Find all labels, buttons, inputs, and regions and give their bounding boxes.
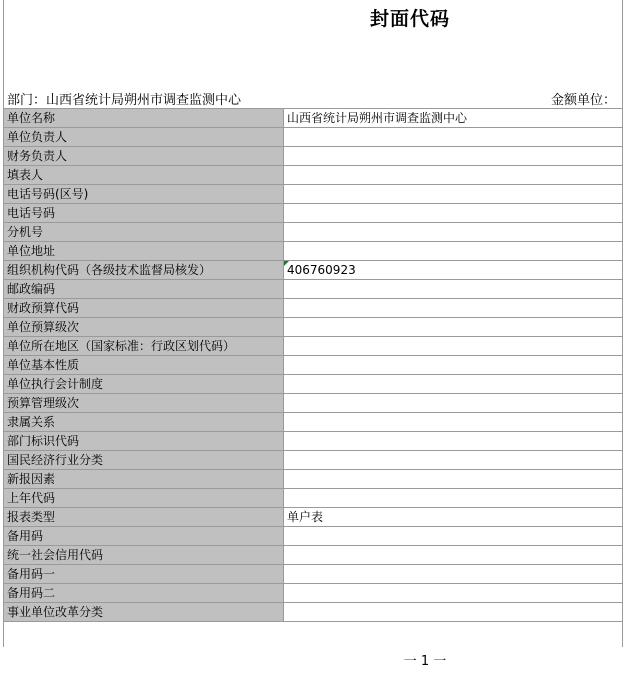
field-value-cell[interactable]	[284, 337, 623, 356]
table-row	[4, 204, 623, 223]
field-label: 报表类型	[4, 508, 284, 527]
field-label: 统一社会信用代码	[4, 546, 284, 565]
table-row	[4, 375, 623, 394]
table-row	[4, 166, 623, 185]
field-value-cell[interactable]	[284, 470, 623, 489]
field-label: 单位执行会计制度	[4, 375, 284, 394]
field-value-cell[interactable]	[284, 356, 623, 375]
field-value-cell[interactable]	[284, 147, 623, 166]
table-row	[4, 584, 623, 603]
field-label: 单位基本性质	[4, 356, 284, 375]
field-value-cell[interactable]	[284, 584, 623, 603]
table-row	[4, 223, 623, 242]
field-label: 组织机构代码（各级技术监督局核发）	[4, 261, 284, 280]
field-label: 财务负责人	[4, 147, 284, 166]
field-value-cell[interactable]	[284, 546, 623, 565]
table-row	[4, 128, 623, 147]
field-label: 备用码二	[4, 584, 284, 603]
field-label: 单位负责人	[4, 128, 284, 147]
field-value-cell[interactable]	[284, 204, 623, 223]
field-value-cell[interactable]	[284, 166, 623, 185]
field-label: 部门标识代码	[4, 432, 284, 451]
field-label: 新报因素	[4, 470, 284, 489]
field-label: 单位名称	[4, 109, 284, 128]
table-row	[4, 337, 623, 356]
table-row	[4, 470, 623, 489]
field-value-cell[interactable]	[284, 223, 623, 242]
field-value-cell[interactable]	[284, 489, 623, 508]
table-row	[4, 147, 623, 166]
field-label: 预算管理级次	[4, 394, 284, 413]
field-label: 单位所在地区（国家标准：行政区划代码）	[4, 337, 284, 356]
field-label: 电话号码	[4, 204, 284, 223]
table-row	[4, 603, 623, 622]
page-number: 一 1 一	[403, 654, 447, 669]
field-value-cell[interactable]	[284, 394, 623, 413]
table-row	[4, 432, 623, 451]
field-value-cell[interactable]	[284, 527, 623, 546]
department-label: 部门：山西省统计局朔州市调查监测中心	[7, 93, 242, 108]
field-label: 分机号	[4, 223, 284, 242]
field-label: 上年代码	[4, 489, 284, 508]
table-row	[4, 185, 623, 204]
table-row	[4, 508, 623, 527]
field-label: 电话号码(区号)	[4, 185, 284, 204]
field-value-cell[interactable]	[284, 565, 623, 584]
table-row	[4, 451, 623, 470]
field-label: 备用码	[4, 527, 284, 546]
field-value-cell[interactable]	[284, 185, 623, 204]
field-value-cell[interactable]	[284, 432, 623, 451]
field-label: 邮政编码	[4, 280, 284, 299]
field-value-cell[interactable]	[284, 375, 623, 394]
page-title: 封面代码	[369, 8, 450, 30]
table-row	[4, 109, 623, 128]
field-label: 单位预算级次	[4, 318, 284, 337]
field-value-cell[interactable]	[284, 280, 623, 299]
field-label: 国民经济行业分类	[4, 451, 284, 470]
field-value-cell[interactable]	[284, 128, 623, 147]
field-value-cell[interactable]	[284, 603, 623, 622]
table-row	[4, 489, 623, 508]
field-label: 填表人	[4, 166, 284, 185]
field-label: 单位地址	[4, 242, 284, 261]
cover-code-table	[3, 108, 623, 622]
table-row	[4, 299, 623, 318]
field-label: 财政预算代码	[4, 299, 284, 318]
table-row	[4, 261, 623, 280]
table-row	[4, 565, 623, 584]
table-row	[4, 280, 623, 299]
field-value-cell[interactable]: 406760923	[284, 261, 623, 280]
field-label: 事业单位改革分类	[4, 603, 284, 622]
field-value-cell[interactable]: 山西省统计局朔州市调查监测中心	[284, 109, 623, 128]
field-label: 备用码一	[4, 565, 284, 584]
table-row	[4, 242, 623, 261]
field-value-cell[interactable]	[284, 242, 623, 261]
field-value-cell[interactable]	[284, 299, 623, 318]
field-value-cell[interactable]	[284, 318, 623, 337]
field-value-cell[interactable]	[284, 451, 623, 470]
table-row	[4, 527, 623, 546]
field-value-cell[interactable]	[284, 413, 623, 432]
table-row	[4, 394, 623, 413]
field-label: 隶属关系	[4, 413, 284, 432]
table-row	[4, 318, 623, 337]
amount-unit-label: 金额单位：	[550, 93, 616, 108]
table-row	[4, 546, 623, 565]
table-row	[4, 413, 623, 432]
table-row	[4, 356, 623, 375]
field-value-cell[interactable]: 单户表	[284, 508, 623, 527]
